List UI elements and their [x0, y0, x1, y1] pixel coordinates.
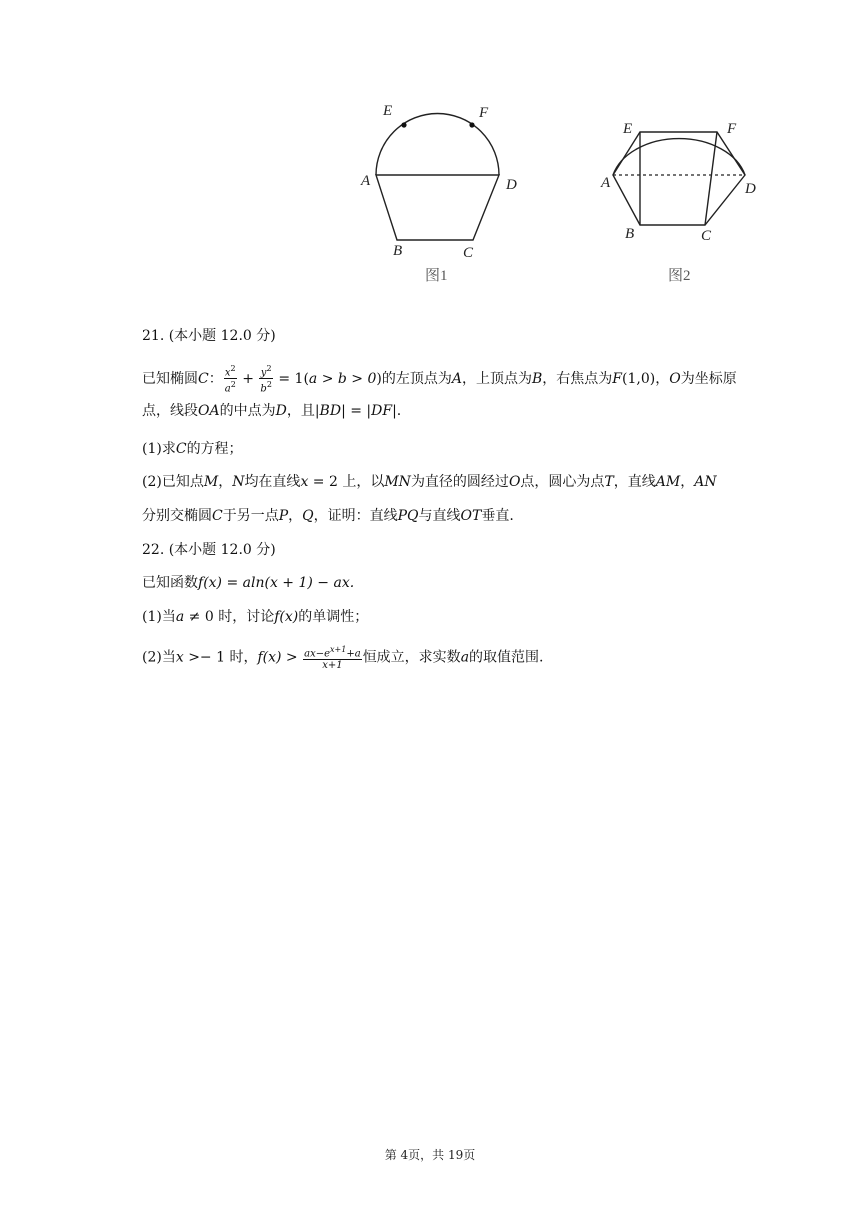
frac-den: x+1 — [322, 660, 343, 672]
figure-1 — [360, 103, 517, 284]
text: > — [281, 649, 303, 666]
var-a: a — [175, 609, 185, 625]
fig1-caption: 图1 — [425, 268, 448, 284]
text: ，直线 — [613, 474, 656, 490]
text: 的中点为 — [219, 403, 276, 419]
text: ， — [680, 474, 695, 490]
var-b: b — [260, 383, 267, 395]
var-c: C — [212, 508, 223, 524]
fig2-label-e: E — [623, 121, 633, 137]
q22-line-1 — [142, 573, 354, 593]
fig2-label-c: C — [701, 228, 712, 244]
q21-line-2 — [142, 401, 401, 421]
function-def: (x) = aln(x + 1) − ax. — [203, 575, 355, 591]
q22-part-1 — [142, 607, 368, 627]
var-a-point: A — [451, 370, 462, 387]
var-fx: f(x) — [257, 649, 282, 666]
fig1-label-c: C — [463, 245, 474, 261]
var-o: O — [669, 370, 681, 387]
var-f-point: F — [612, 370, 623, 387]
text: ，右焦点为 — [542, 370, 613, 387]
var-q: Q — [302, 508, 314, 524]
var-fx: f(x) — [274, 609, 299, 625]
fig2-label-f: F — [727, 121, 737, 137]
text: ，证明：直线 — [313, 508, 398, 524]
var-x: x — [300, 474, 309, 490]
q21-part-1 — [142, 439, 243, 459]
condition: a > b > 0 — [308, 370, 377, 387]
text: )的左顶点为 — [376, 370, 452, 387]
text: ： — [208, 370, 223, 387]
text: 的单调性； — [298, 609, 369, 625]
fraction-rhs — [303, 644, 362, 671]
fig2-label-b: B — [625, 226, 635, 242]
text: ，上顶点为 — [462, 370, 532, 387]
text: | = | — [341, 403, 372, 419]
var-ot: OT — [460, 508, 482, 524]
text: 于另一点 — [222, 508, 279, 524]
text: ， — [655, 370, 670, 387]
var-x: x — [175, 649, 184, 666]
text: 的取值范围. — [469, 649, 544, 666]
text: 点，线段 — [142, 403, 198, 419]
text: 均在直线 — [244, 474, 301, 490]
text: ，且| — [286, 403, 320, 419]
q21-part-2-cont — [142, 506, 514, 526]
text: 为直径的圆经过 — [410, 474, 509, 490]
var-f: f — [198, 575, 204, 591]
fig1-label-e: E — [383, 103, 393, 119]
fig1-label-f: F — [479, 105, 489, 121]
var-oa: OA — [198, 403, 220, 419]
var-o: O — [508, 474, 521, 490]
q22-part-2 — [142, 644, 544, 671]
text: ， — [218, 474, 233, 490]
fig2-caption: 图2 — [668, 268, 691, 284]
text: = 1( — [273, 370, 309, 387]
text: (2)已知点 — [142, 474, 204, 490]
text: 已知椭圆 — [142, 370, 198, 387]
frac-num: ax−e — [304, 648, 331, 660]
var-bd: BD — [319, 403, 342, 419]
text: 与直线 — [418, 508, 461, 524]
var-c: C — [198, 370, 209, 387]
fig1-label-b: B — [393, 243, 403, 259]
q21-heading: 21. (本小题 12.0 分) — [142, 328, 276, 344]
var-am: AM — [655, 474, 681, 490]
figures — [355, 95, 775, 290]
var-p: P — [278, 508, 289, 524]
frac-sup: x+1 — [330, 645, 347, 654]
text: ， — [288, 508, 303, 524]
focus-coord: (1,0) — [622, 370, 656, 387]
var-a: a — [460, 649, 470, 666]
fig2-label-a: A — [601, 175, 611, 191]
var-a: a — [224, 383, 231, 395]
var-df: DF — [371, 403, 393, 419]
figure-2 — [600, 121, 756, 284]
q21-line-1: 已知椭圆C： $\frac{x^2}{a^2}$ + $\frac{y^2}{b^2}$ = 1(a > b > 0)的左顶点为A，上顶点为B，右焦点为F(1,0)，O为坐标原 — [142, 364, 737, 395]
var-c: C — [175, 441, 187, 457]
var-mn: MN — [384, 474, 411, 490]
text: >− 1 时， — [183, 649, 258, 666]
text: 已知函数 — [142, 575, 198, 591]
text: (1)当 — [142, 609, 176, 625]
q22-heading: 22. (本小题 12.0 分) — [142, 542, 276, 558]
fraction-x2-a2: $\frac{x^2}{a^2}$ — [224, 364, 236, 395]
frac-num-2: +a — [346, 648, 361, 660]
text: 的方程； — [186, 441, 243, 457]
var-pq: PQ — [397, 508, 419, 524]
fraction-y2-b2: $\frac{y^2}{b^2}$ — [260, 364, 272, 395]
text: (2)当 — [142, 649, 176, 666]
text: |. — [392, 403, 402, 419]
var-y: y — [260, 367, 267, 379]
var-t: T — [604, 474, 614, 490]
text: 为坐标原 — [680, 370, 737, 387]
page-footer: 第 4页，共 19页 — [384, 1148, 476, 1162]
fig1-label-d: D — [506, 177, 517, 193]
q21-part-2 — [142, 472, 717, 492]
var-d: D — [275, 403, 287, 419]
text: 恒成立，求实数 — [362, 649, 461, 666]
text: 垂直. — [481, 508, 514, 524]
text: (1)求 — [142, 441, 176, 457]
var-an: AN — [694, 474, 717, 490]
geometry-figures — [355, 95, 775, 290]
var-x: x — [224, 367, 231, 379]
fig2-label-d: D — [745, 181, 756, 197]
text: = 2 上，以 — [308, 474, 385, 490]
var-m: M — [203, 474, 219, 490]
text: 点，圆心为点 — [520, 474, 605, 490]
var-b-point: B — [532, 370, 543, 387]
text: 分别交椭圆 — [142, 508, 212, 524]
var-n: N — [232, 474, 245, 490]
fig1-label-a: A — [361, 173, 371, 189]
text: ≠ 0 时，讨论 — [184, 609, 275, 625]
